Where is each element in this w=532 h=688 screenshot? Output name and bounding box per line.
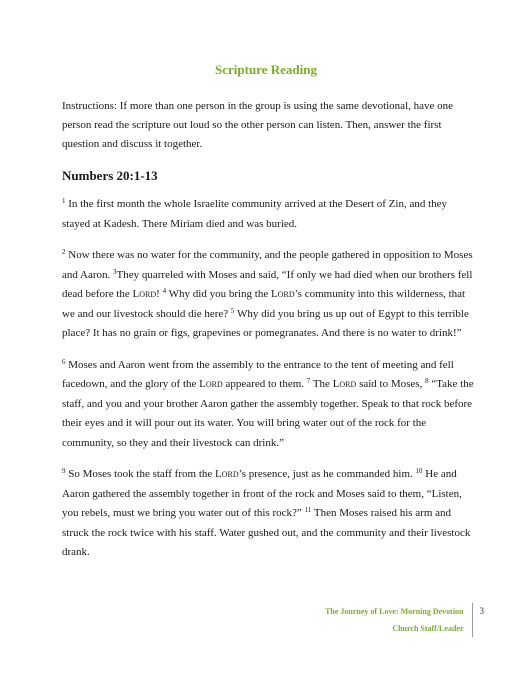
page-footer [325,603,484,637]
verse-text: Then Moses raised his arm and struck the rock twice with his staff. Water gushed out, and the community and their livestock drank. [62,507,471,558]
verse-text: ! [156,288,163,300]
verse-number: 9 [62,467,66,475]
divine-name: Lord [271,288,295,300]
footer-audience: Church Staff/Leader [392,624,464,633]
verse-paragraph-1 [62,195,476,234]
verse-paragraph-3 [62,356,476,454]
verse-number: 7 [306,377,311,385]
verse-text: Why did you bring us up out of Egypt to this terrible place? It has no grain or figs, grapevines or pomegranates. And there is no water to drink!” [62,307,469,339]
divine-name: Lord [215,468,239,480]
instructions-text: Instructions: If more than one person in the group is using the same devotional, have one person read the scripture out loud so the other person can listen. Then, answer the first question and discuss it together. [62,100,454,150]
divine-name: Lord [199,378,223,390]
divine-name: Lord [332,378,357,390]
verse-text: He and Aaron gathered the assembly together in front of the rock and Moses said to them, “Listen, you rebels, must we bring you water out of this rock?” [62,468,462,519]
verse-text: ’s presence, just as he commanded him. [238,468,416,480]
verse-paragraph-2 [62,246,476,344]
verse-paragraph-4 [62,465,476,563]
verse-text: appeared to them. [222,378,307,390]
section-title: Scripture Reading [215,62,317,77]
page-number: 3 [479,606,484,616]
verse-number: 4 [162,287,167,295]
verse-text: said to Moses, [356,378,426,390]
verse-text: Now there was no water for the community, and the people gathered in opposition to Moses and Aaron. [62,249,473,281]
footer-series-title: The Journey of Love: Morning Devotion [325,607,464,616]
verse-text: ’s community into this wilderness, that we and our livestock should die here? [62,288,466,320]
verse-number: 1 [62,197,66,205]
footer-text [325,603,472,637]
passage-reference: Numbers 20:1-13 [62,168,158,183]
verse-number: 6 [62,357,66,366]
verse-text: So Moses took the staff from the [65,468,216,480]
verse-text: Why did you bring the [166,288,271,300]
verse-number: 3 [113,267,117,276]
verse-number: 10 [415,467,423,475]
verse-number: 8 [425,377,429,385]
scripture-passage [62,195,476,575]
verse-number: 11 [304,506,312,514]
verse-text: “Take the staff, and you and your brother Aaron gather the assembly together. Speak to that rock before their eyes and it will pour out its water. You will bring water out of the rock for the community, so they and their livestock can drink.” [62,378,474,449]
divine-name: Lord [132,288,157,300]
verse-text: In the first month the whole Israelite community arrived at the Desert of Zin, and they stayed at Kadesh. There Miriam died and was buried. [62,198,448,230]
verse-number: 5 [230,306,235,315]
verse-number: 2 [62,248,66,256]
verse-text: They quarreled with Moses and said, “If only we had died when our brothers fell dead before the [62,268,473,300]
verse-text: The [310,378,333,390]
verse-text: Moses and Aaron went from the assembly to the entrance to the tent of meeting and fell facedown, and the glory of the [62,358,454,390]
